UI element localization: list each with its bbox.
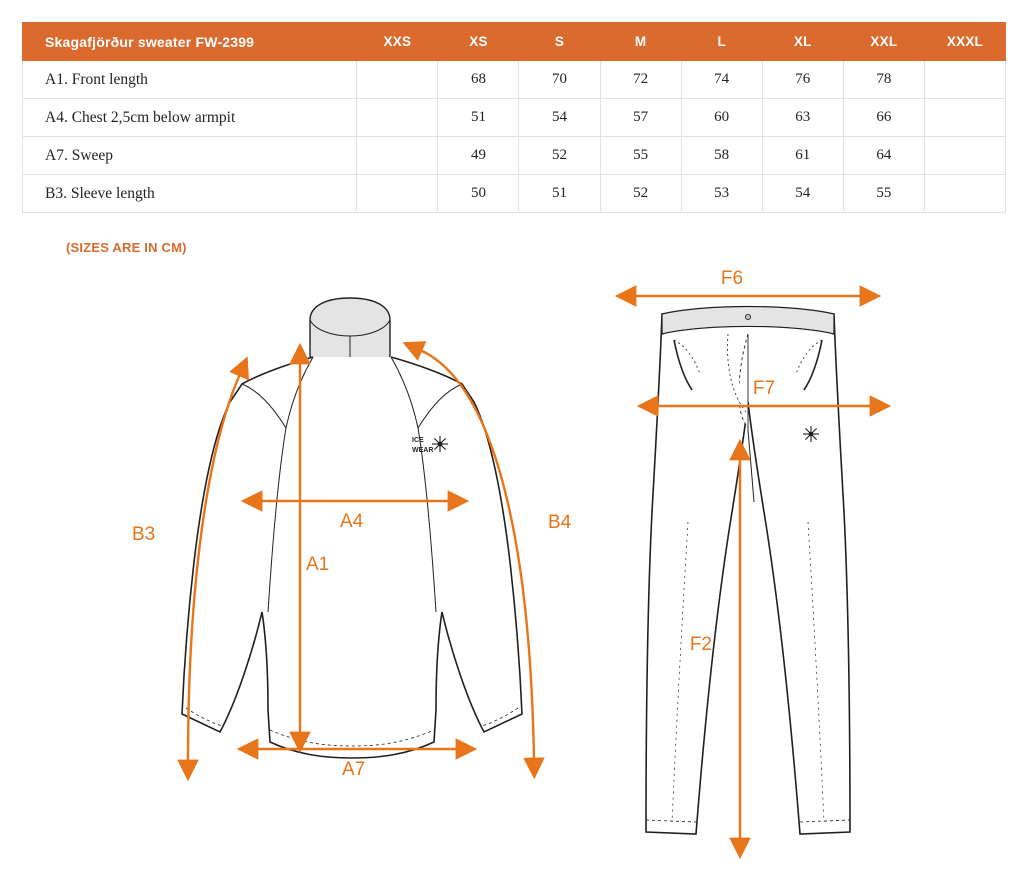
cell-value (357, 175, 438, 213)
trousers-artwork (646, 307, 850, 835)
size-header-l: L (681, 23, 762, 61)
cell-value: 74 (681, 61, 762, 99)
trousers-diagram (600, 262, 1000, 862)
size-header-xl: XL (762, 23, 843, 61)
dimension-f6-label: F6 (720, 268, 744, 289)
cell-value: 60 (681, 99, 762, 137)
brand-line-2: WEAR (412, 447, 434, 454)
sweater-diagram (110, 262, 610, 822)
dimension-f2-label: F2 (689, 634, 712, 655)
cell-value: 52 (519, 137, 600, 175)
size-header-xs: XS (438, 23, 519, 61)
cell-value: 78 (843, 61, 924, 99)
illustration-area (0, 262, 1028, 887)
product-title-header: Skagafjörður sweater FW-2399 (23, 23, 357, 61)
cell-value: 63 (762, 99, 843, 137)
snowflake-icon (432, 436, 448, 452)
table-row (23, 137, 1006, 175)
cell-value: 66 (843, 99, 924, 137)
size-header-s: S (519, 23, 600, 61)
measure-label: A7. Sweep (23, 137, 357, 175)
cell-value: 55 (600, 137, 681, 175)
cell-value: 55 (843, 175, 924, 213)
cell-value: 76 (762, 61, 843, 99)
dimension-b4-label: B4 (548, 512, 572, 533)
table-row (23, 61, 1006, 99)
measure-label: B3. Sleeve length (23, 175, 357, 213)
table-header (23, 23, 1006, 61)
size-header-xxxl: XXXL (924, 23, 1005, 61)
cell-value: 54 (519, 99, 600, 137)
table-header-row (23, 23, 1006, 61)
cell-value: 51 (519, 175, 600, 213)
cell-value: 64 (843, 137, 924, 175)
table-row (23, 99, 1006, 137)
cell-value: 58 (681, 137, 762, 175)
cell-value: 53 (681, 175, 762, 213)
cell-value: 57 (600, 99, 681, 137)
units-note: (SIZES ARE IN CM) (66, 240, 187, 255)
size-header-xxs: XXS (357, 23, 438, 61)
cell-value (924, 137, 1005, 175)
cell-value: 49 (438, 137, 519, 175)
cell-value: 50 (438, 175, 519, 213)
cell-value: 61 (762, 137, 843, 175)
cell-value: 70 (519, 61, 600, 99)
cell-value: 72 (600, 61, 681, 99)
cell-value (924, 61, 1005, 99)
measure-label: A1. Front length (23, 61, 357, 99)
brand-line-1: ICE (412, 437, 424, 444)
measure-label: A4. Chest 2,5cm below armpit (23, 99, 357, 137)
cell-value: 68 (438, 61, 519, 99)
cell-value (924, 175, 1005, 213)
dimension-b3-label: B3 (132, 524, 156, 545)
cell-value (357, 61, 438, 99)
cell-value: 54 (762, 175, 843, 213)
cell-value (924, 99, 1005, 137)
size-header-m: M (600, 23, 681, 61)
table-row (23, 175, 1006, 213)
dimension-f6 (634, 268, 862, 296)
dimension-a1-label: A1 (306, 554, 330, 575)
table-body (23, 61, 1006, 213)
cell-value: 52 (600, 175, 681, 213)
cell-value (357, 137, 438, 175)
dimension-a7-label: A7 (342, 759, 366, 780)
cell-value (357, 99, 438, 137)
size-chart-table (22, 22, 1006, 213)
size-header-xxl: XXL (843, 23, 924, 61)
dimension-f7-label: F7 (752, 378, 776, 399)
snowflake-icon (803, 426, 819, 442)
dimension-a4-label: A4 (340, 511, 364, 532)
cell-value: 51 (438, 99, 519, 137)
